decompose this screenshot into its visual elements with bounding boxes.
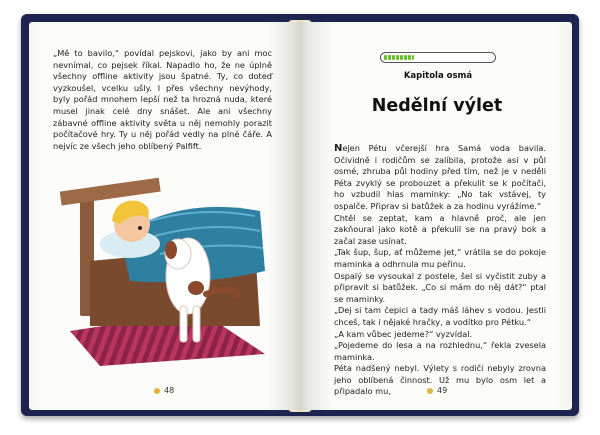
page-number-dot-icon [154, 388, 160, 394]
chapter-label: Kapitola osmá [403, 71, 473, 81]
right-page-number: 49 [427, 386, 447, 395]
chapter-progress-bar [380, 52, 496, 63]
first-paragraph: Nejen Pétu včerejší hra Samá voda bavila. Očividně i rodičům se zalíbila, protože asi v půl osmé, zhruba půl hodiny před tím, než je v neděli Péta zvyklý se probouzet a překulit se k počítači, ho vzbudil hlas maminky: „No tak vstávej, ty ospalče. Připrav si batůžek a za hodinu vyrážíme.“ [334, 143, 546, 211]
progress-segment [412, 55, 415, 60]
progress-segment [404, 55, 407, 60]
progress-segment [408, 55, 411, 60]
paragraph: „A kam vůbec jedeme?“ vyzvídal. [334, 328, 473, 339]
progress-segment [396, 55, 399, 60]
left-page-number: 48 [154, 386, 174, 395]
left-page-text: „Mě to bavilo,“ povídal pejskovi, jako by ani moc nevnímal, co pejsek říkal. Napadlo ho, že ne úplně všechny offline aktivity jsou špatné. Ty, co doteď vyzkoušel, vcelku ušly. I přes všechny nevýhody, byly pořád mnohem lepší než ta hrozná nuda, které musel jinak celé dny snášet. Ale ani všechny zábavné offline aktivity světa u něj nemohly porazit počítačové hry. Ty u něj pořád vedly na plné čáře. A nejvíc ze všech jeho oblíbený Palfift. [53, 48, 272, 151]
illustration-boy-and-dog [60, 176, 270, 366]
progress-segment [388, 55, 391, 60]
paragraph: „Tak šup, šup, ať můžeme jet,“ vrátila se do pokoje maminka a odhrnula mu peřinu. [334, 247, 546, 269]
page-number-dot-icon [427, 388, 433, 394]
dog-ear [165, 241, 177, 259]
progress-segment [400, 55, 403, 60]
paragraph: Péta nadšený nebyl. Výlety s rodiči nebyly zrovna jeho oblíbená činnost. Už mu bylo osm let a připadalo mu, [334, 363, 546, 397]
drop-cap: N [334, 143, 343, 154]
progress-segment [392, 55, 395, 60]
paragraph: Ospalý se vysoukal z postele, šel si vyčistit zuby a připravit si batůžek. „Co si mám do něj dát?“ ptal se maminky. [334, 270, 546, 304]
right-page-text [334, 143, 546, 398]
chapter-title: Nedělní výlet [371, 96, 503, 116]
progress-segment [384, 55, 387, 60]
paragraph: Chtěl se zeptat, kam a hlavně proč, ale jen zakňoural jako kotě a překulil se na pravý bok a začal zase usínat. [334, 212, 546, 246]
paragraph: „Pojedeme do lesa a na rozhlednu,“ řekla zvesela maminka. [334, 340, 546, 362]
paragraph: „Dej si tam čepici a tady máš láhev s vodou. Jestli chceš, tak i nějaké hračky, a vodítko pro Pétku.“ [334, 305, 546, 327]
